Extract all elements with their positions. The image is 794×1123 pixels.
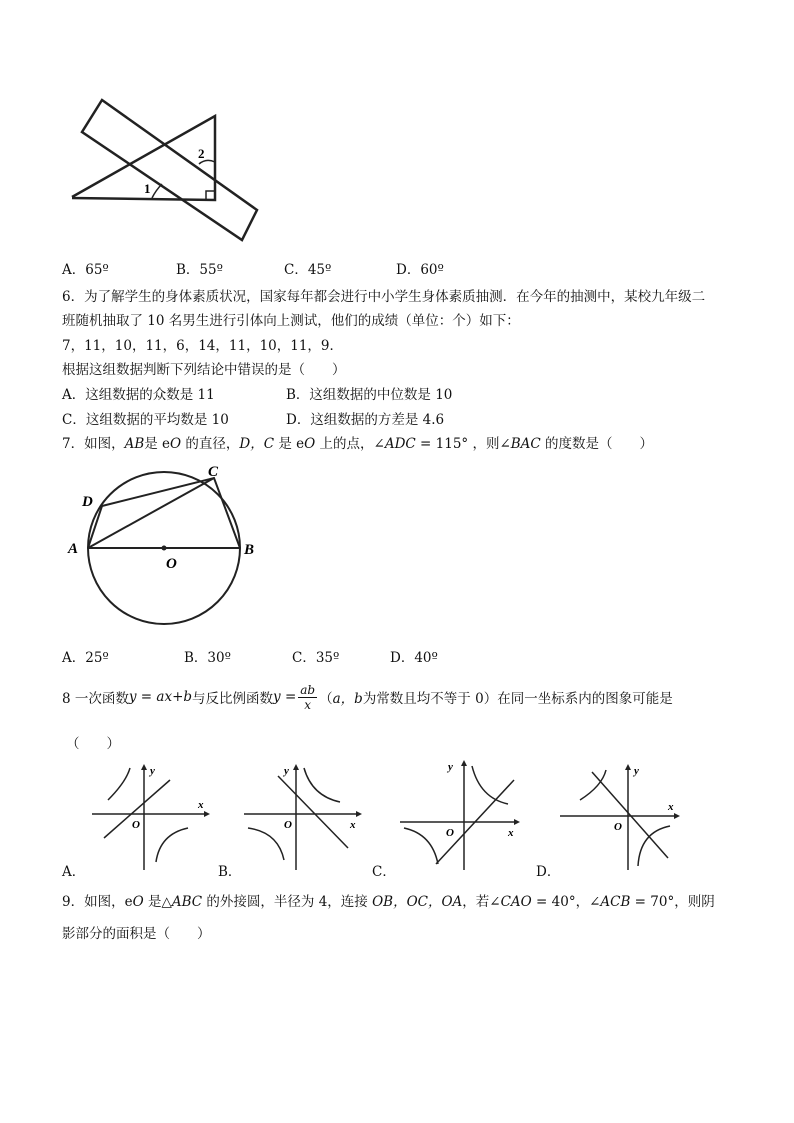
- svg-text:O: O: [284, 819, 292, 831]
- q9-stem-line2: 影部分的面积是（ ）: [62, 926, 211, 942]
- svg-text:O: O: [614, 821, 622, 833]
- q8-graph-c: [396, 752, 520, 872]
- q5-angle1-arc: [152, 184, 162, 198]
- svg-text:x: x: [508, 827, 514, 839]
- svg-text:x: x: [198, 799, 204, 811]
- q7-center-dot: [162, 546, 167, 551]
- svg-text:x: x: [668, 801, 674, 813]
- q7-option-d[interactable]: D．40º: [390, 650, 438, 666]
- q7-quadrilateral: [88, 478, 240, 548]
- q8-option-b[interactable]: B．: [218, 864, 242, 880]
- q7-label-o: O: [166, 556, 177, 572]
- svg-text:O: O: [446, 827, 454, 839]
- q7-option-c[interactable]: C．35º: [292, 650, 340, 666]
- q6-stem-line1: 6．为了解学生的身体素质状况，国家每年都会进行中小学生身体素质抽测．在今年的抽测中，某校九年级二: [62, 289, 706, 305]
- q5-strip: [82, 100, 257, 240]
- q7-option-a[interactable]: A．25º: [62, 650, 109, 666]
- q5-option-b[interactable]: B．55º: [176, 262, 223, 278]
- q8-option-c[interactable]: C．: [372, 864, 396, 880]
- q7-option-b[interactable]: B．30º: [184, 650, 231, 666]
- q5-option-d[interactable]: D．60º: [396, 262, 444, 278]
- q8-stem: 8 一次函数 y = ax+b 与反比例函数 y = $\frac{ab}{x}$ （ a，b 为常数且均不等于 0）在同一坐标系内的图象可能是: [62, 682, 673, 712]
- q8-graph-d: [556, 760, 682, 872]
- q5-option-a[interactable]: A．65º: [62, 262, 109, 278]
- q6-data-line: 7，11，10，11，6，14，11，10，11，9．: [62, 338, 344, 354]
- q8-option-d[interactable]: D．: [536, 864, 561, 880]
- svg-text:x: x: [350, 819, 356, 831]
- q8-graph-b: [240, 762, 362, 872]
- q9-stem-line1: 9．如图，eO 是△ABC 的外接圆，半径为 4，连接 OB，OC，OA，若∠CAO = 40°，∠ACB = 70°，则阴: [62, 894, 715, 910]
- q6-option-b[interactable]: B．这组数据的中位数是 10: [286, 387, 453, 403]
- svg-text:y: y: [284, 765, 289, 777]
- q7-chord-ac: [88, 478, 214, 548]
- svg-text:y: y: [448, 761, 453, 773]
- q7-stem: 7．如图，AB是 eO 的直径，D，C 是 eO 上的点，∠ADC = 115° ，则∠BAC 的度数是（ ）: [62, 436, 654, 452]
- q8-option-a[interactable]: A．: [62, 864, 86, 880]
- q6-option-c[interactable]: C．这组数据的平均数是 10: [62, 412, 229, 428]
- q5-figure: [60, 92, 270, 252]
- q5-angle2-label: 2: [198, 146, 205, 161]
- q6-option-a[interactable]: A．这组数据的众数是 11: [62, 387, 215, 403]
- q8-answer-paren: （ ）: [66, 736, 120, 752]
- q7-label-b: B: [244, 542, 255, 558]
- q7-label-d: D: [82, 494, 93, 510]
- q5-angle1-label: 1: [144, 181, 151, 196]
- svg-text:O: O: [132, 819, 140, 831]
- q6-question: 根据这组数据判断下列结论中错误的是（ ）: [62, 362, 346, 378]
- q6-stem-line2: 班随机抽取了 10 名男生进行引体向上测试，他们的成绩（单位：个）如下：: [62, 313, 520, 329]
- q7-circle-figure: [60, 462, 270, 634]
- svg-text:y: y: [634, 765, 639, 777]
- q7-label-a: A: [68, 541, 79, 557]
- q7-label-c: C: [208, 464, 219, 480]
- q8-fraction: $\frac{ab}{x}$: [300, 682, 316, 712]
- q8-graph-a: [88, 762, 210, 872]
- svg-text:y: y: [150, 765, 155, 777]
- q8-linear-function: y = ax+b: [128, 689, 193, 705]
- q5-option-c[interactable]: C．45º: [284, 262, 332, 278]
- q6-option-d[interactable]: D．这组数据的方差是 4.6: [286, 412, 445, 428]
